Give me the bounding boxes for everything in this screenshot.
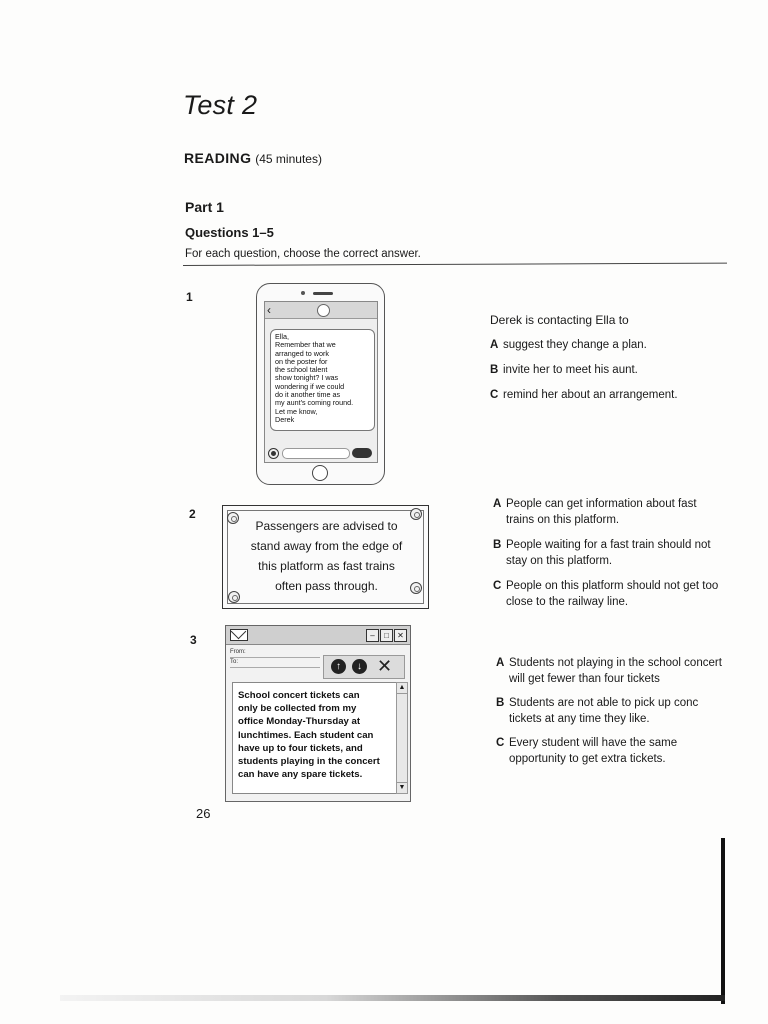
phone-camera-icon [301,291,305,295]
question-2-option-c[interactable]: C People on this platform should not get too close to the railway line. [493,580,719,608]
email-window [225,625,411,802]
instruction-text: For each question, choose the correct answer. [185,248,421,260]
section-name: READING [184,150,252,166]
question-1-stem: Derek is contacting Ella to [490,313,629,327]
question-2-number: 2 [189,507,196,521]
question-2-option-a[interactable]: A People can get information about fast trains on this platform. [493,498,697,526]
close-icon: ✕ [377,656,393,676]
avatar-icon [317,304,330,317]
questions-heading: Questions 1–5 [185,225,274,240]
maximize-icon: □ [380,629,393,642]
page-number: 26 [196,806,211,821]
question-1-option-a[interactable]: A suggest they change a plan. [490,339,647,351]
minimize-icon: – [366,629,379,642]
message-input-bar [268,447,374,459]
question-2-option-b[interactable]: B People waiting for a fast train should not stay on this platform. [493,539,711,567]
divider [183,263,727,266]
scan-bottom-shadow [60,995,725,1001]
envelope-icon [230,629,248,641]
question-1-option-b[interactable]: B invite her to meet his aunt. [490,364,638,376]
back-arrow-icon: ‹ [267,303,271,317]
question-3-option-b[interactable]: B Students are not able to pick up conc tickets at any time they like. [496,697,699,725]
scan-edge-shadow [721,838,725,1004]
email-body [232,682,398,794]
question-1-number: 1 [186,290,193,304]
scroll-down-icon: ▼ [398,784,406,791]
page-title: Test 2 [183,90,258,120]
arrow-down-icon: ↓ [352,659,367,674]
sign-text: Passengers are advised to stand away from the edge of this platform as fast trains often pass through. [250,519,403,593]
part-heading: Part 1 [185,199,224,215]
platform-sign [222,505,429,609]
email-toolbar [323,655,405,679]
phone-topbar [265,302,377,319]
message-text: Ella, Remember that we arranged to work on the poster for the school talent show tonight? I was wondering if we could do it another time as my aunt's coming round. Let me know, Derek [275,332,354,424]
from-field: From: [230,648,320,658]
arrow-up-icon: ↑ [331,659,346,674]
phone-speaker-icon [313,292,333,295]
email-body-text: School concert tickets can only be collected from my office Monday-Thursday at lunchtimes. Each student can have up to four tickets, and students playing in the concert can have any spare tickets. [238,690,380,781]
send-button [352,448,372,458]
scroll-up-icon: ▲ [397,683,407,694]
to-field: To: [230,658,320,668]
question-3-option-a[interactable]: A Students not playing in the school concert will get fewer than four tickets [496,657,722,685]
section-duration: (45 minutes) [255,152,322,166]
email-scrollbar [396,682,408,794]
close-window-icon: ✕ [394,629,407,642]
email-titlebar [226,626,410,645]
email-header-fields [230,648,320,674]
question-3-number: 3 [190,633,197,647]
message-bubble [270,329,375,431]
question-1-option-c[interactable]: C remind her about an arrangement. [490,389,678,401]
phone-screen [264,301,378,463]
section-heading [184,150,322,166]
camera-icon [268,448,279,459]
question-3-option-c[interactable]: C Every student will have the same opportunity to get extra tickets. [496,737,678,765]
phone-illustration [256,283,385,485]
home-button-icon [312,465,328,481]
message-input-field [282,448,350,459]
